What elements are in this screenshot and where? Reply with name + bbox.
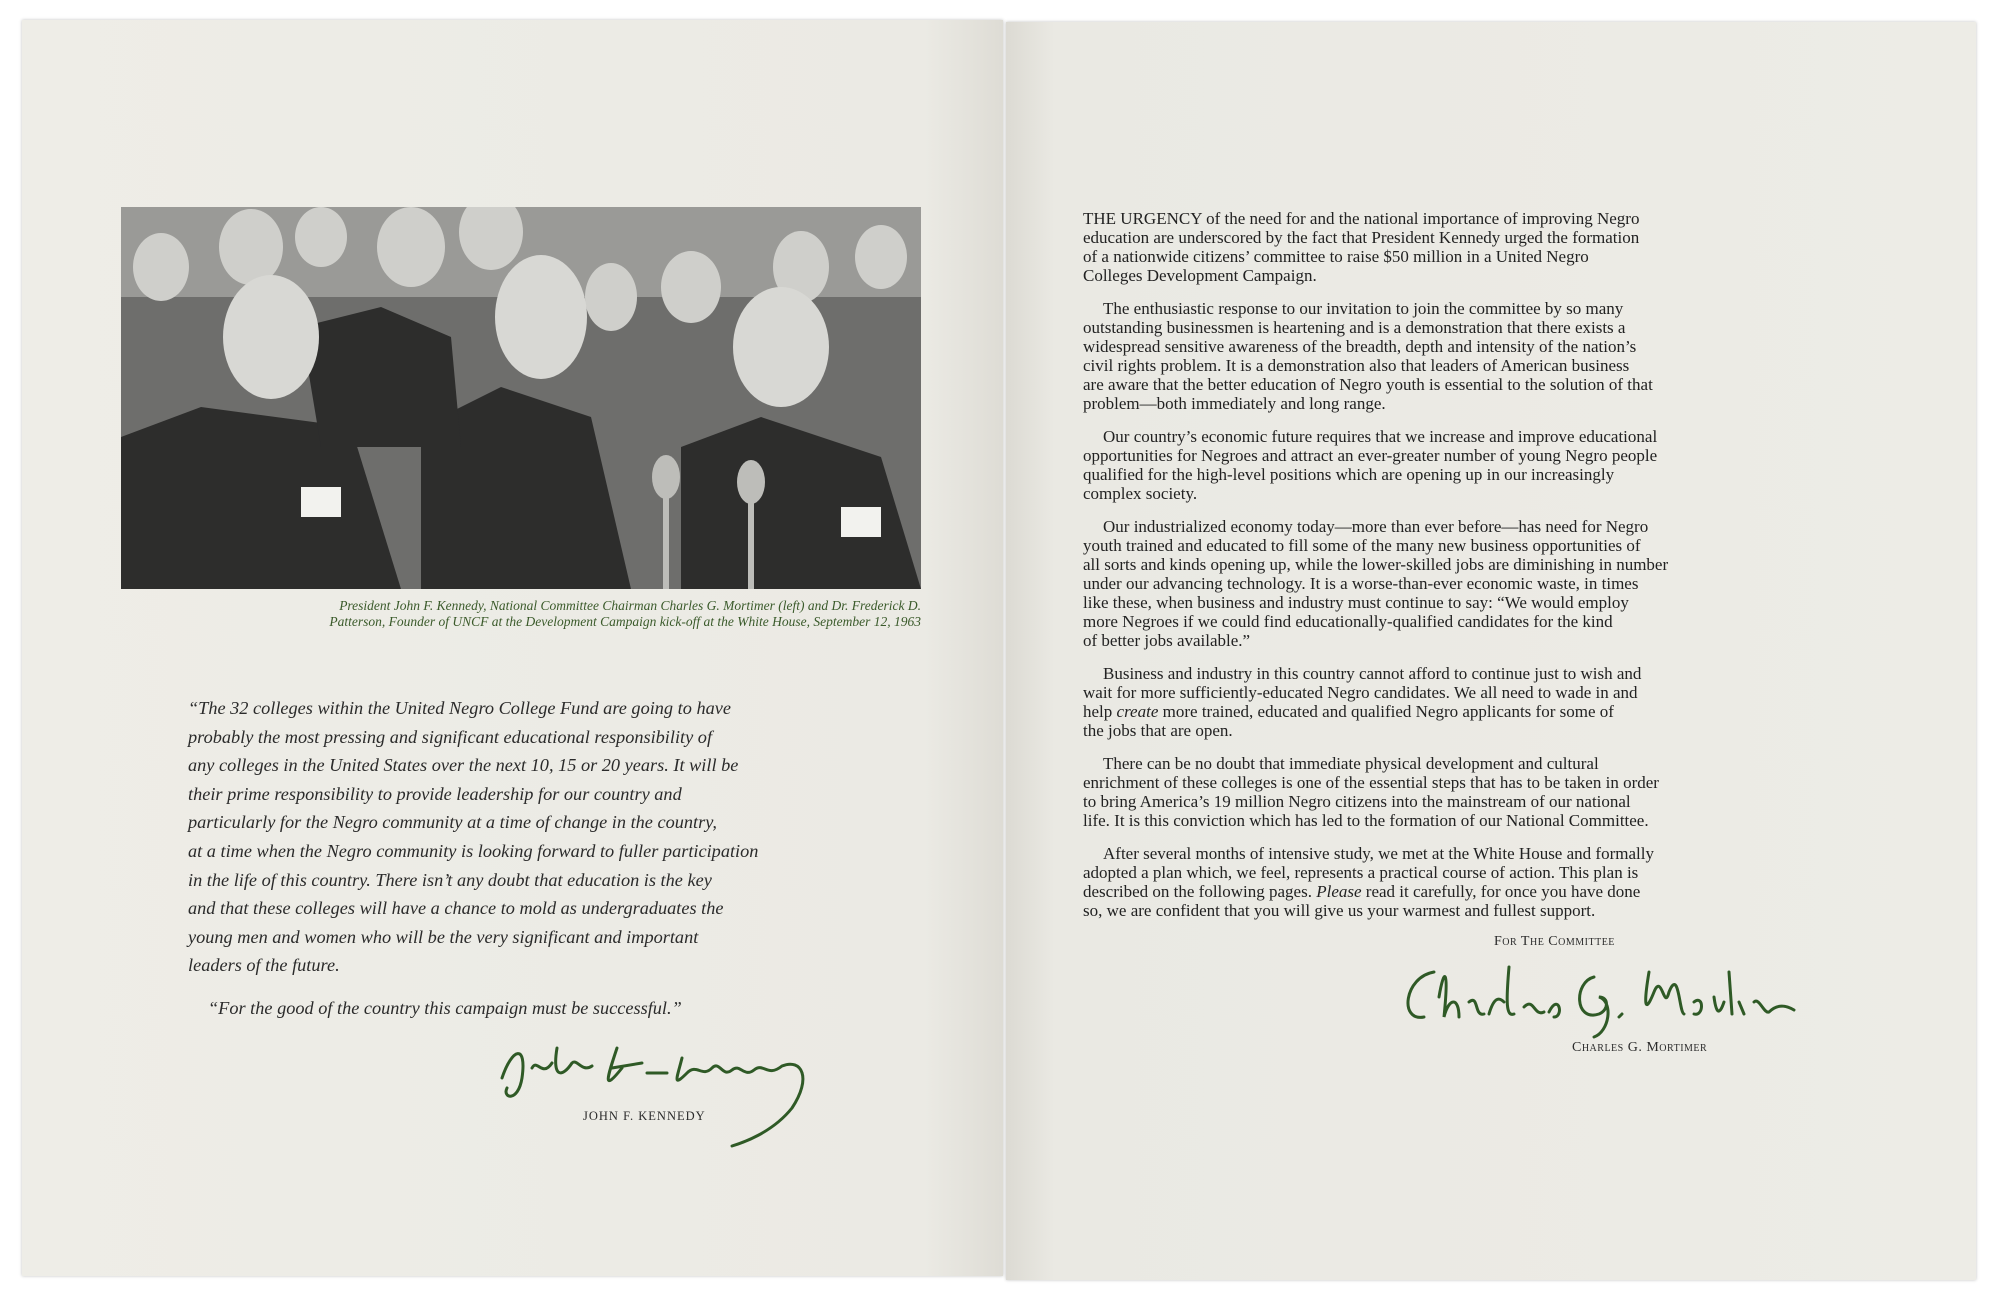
quote-line: and that these colleges will have a chance to mold as undergraduates the: [188, 898, 724, 919]
photo-caption: [121, 598, 921, 630]
caption-line: President John F. Kennedy, National Committee Chairman Charles G. Mortimer (left) and Dr. Frederick D.: [339, 598, 921, 613]
photograph-kennedy-group: [121, 207, 921, 589]
letter-line: After several months of intensive study, we met at the White House and formally: [1103, 843, 1654, 863]
letter-line: like these, when business and industry must continue to say: “We would employ: [1083, 593, 1629, 613]
quote-line: leaders of the future.: [188, 955, 340, 976]
kennedy-name: JOHN F. KENNEDY: [583, 1109, 706, 1123]
letter-line: outstanding businessmen is heartening and is a demonstration that there exists a: [1083, 317, 1626, 337]
mortimer-signature: [1394, 952, 1804, 1042]
right-page: [1006, 22, 1976, 1280]
letter-paragraph: [1083, 209, 1803, 285]
quote-line: particularly for the Negro community at a time of change in the country,: [188, 812, 717, 833]
letter-line: under our advancing technology. It is a worse-than-ever economic waste, in times: [1083, 574, 1639, 594]
letter-paragraph: [1083, 754, 1803, 830]
letter-line: Our country’s economic future requires that we increase and improve educational: [1103, 426, 1658, 446]
letter-line: qualified for the high-level positions which are opening up in our increasingly: [1083, 465, 1615, 485]
letter-paragraph: [1083, 664, 1803, 740]
committee-letter-body: [1083, 209, 1803, 934]
mortimer-name: Charles G. Mortimer: [1572, 1040, 1708, 1055]
letter-line: [1083, 702, 1803, 721]
letter-line: civil rights problem. It is a demonstration also that leaders of American business: [1083, 356, 1630, 376]
letter-line: wait for more sufficiently-educated Negro candidates. We all need to wade in and: [1083, 683, 1638, 703]
letter-line: problem—both immediately and long range.: [1083, 394, 1386, 414]
letter-line: There can be no doubt that immediate physical development and cultural: [1103, 753, 1599, 773]
quote-line: “The 32 colleges within the United Negro College Fund are going to have: [188, 698, 731, 718]
letter-line: the jobs that are open.: [1083, 721, 1233, 741]
quote-line: in the life of this country. There isn’t any doubt that education is the key: [188, 869, 712, 890]
letter-line: enrichment of these colleges is one of the essential steps that has to be taken in order: [1083, 772, 1659, 792]
letter-line: widespread sensitive awareness of the breadth, depth and intensity of the nation’s: [1083, 337, 1637, 357]
text-segment: help: [1083, 702, 1117, 722]
letter-line: THE URGENCY of the need for and the national importance of improving Negro: [1083, 209, 1640, 228]
quote-closing-line: “For the good of the country this campaign must be successful.”: [208, 998, 682, 1018]
letter-paragraph: [1083, 517, 1803, 651]
text-segment: described on the following pages.: [1083, 881, 1317, 901]
quote-line: their prime responsibility to provide leadership for our country and: [188, 783, 682, 804]
quote-line: probably the most pressing and significant educational responsibility of: [188, 726, 713, 747]
letter-line: of better jobs available.”: [1083, 631, 1251, 651]
emphasized-word: Please: [1316, 881, 1362, 901]
kennedy-quote: [188, 694, 848, 980]
letter-line: all sorts and kinds opening up, while the lower-skilled jobs are diminishing in number: [1083, 555, 1669, 574]
letter-line: more Negroes if we could find educationally-qualified candidates for the kind: [1083, 612, 1613, 632]
quote-line: any colleges in the United States over the next 10, 15 or 20 years. It will be: [188, 755, 739, 776]
letter-line: opportunities for Negroes and attract an ever-greater number of young Negro people: [1083, 446, 1658, 466]
quote-line: at a time when the Negro community is looking forward to fuller participation: [188, 840, 759, 861]
letter-line: to bring America’s 19 million Negro citizens into the mainstream of our national: [1083, 792, 1631, 812]
left-page: [22, 20, 1003, 1276]
letter-line: [1083, 882, 1803, 901]
text-segment: read it carefully, for once you have done: [1361, 881, 1641, 901]
committee-label: For The Committee: [1494, 934, 1615, 949]
kennedy-signature: [482, 1018, 822, 1158]
letter-line: education are underscored by the fact that President Kennedy urged the formation: [1083, 228, 1640, 248]
letter-line: so, we are confident that you will give us your warmest and fullest support.: [1083, 901, 1596, 920]
letter-line: Colleges Development Campaign.: [1083, 266, 1317, 286]
letter-line: are aware that the better education of Negro youth is essential to the solution of that: [1083, 375, 1653, 395]
letter-paragraph: [1083, 427, 1803, 503]
letter-line: life. It is this conviction which has led to the formation of our National Committee.: [1083, 811, 1649, 831]
letter-line: Our industrialized economy today—more than ever before—has need for Negro: [1103, 516, 1649, 536]
letter-line: The enthusiastic response to our invitation to join the committee by so many: [1103, 298, 1624, 318]
quote-line: young men and women who will be the very significant and important: [188, 926, 699, 947]
letter-line: Business and industry in this country cannot afford to continue just to wish and: [1103, 663, 1642, 683]
letter-paragraph: [1083, 299, 1803, 414]
letter-line: complex society.: [1083, 484, 1198, 504]
letter-line: youth trained and educated to fill some of the many new business opportunities of: [1083, 535, 1641, 555]
letter-line: of a nationwide citizens’ committee to raise $50 million in a United Negro: [1083, 247, 1589, 267]
letter-paragraph: [1083, 844, 1803, 920]
emphasized-word: create: [1116, 702, 1159, 722]
letter-line: adopted a plan which, we feel, represents a practical course of action. This plan is: [1083, 862, 1639, 882]
text-segment: more trained, educated and qualified Negro applicants for some of: [1158, 702, 1614, 722]
caption-line: Patterson, Founder of UNCF at the Development Campaign kick-off at the White House, September 12, 1963: [329, 614, 921, 629]
